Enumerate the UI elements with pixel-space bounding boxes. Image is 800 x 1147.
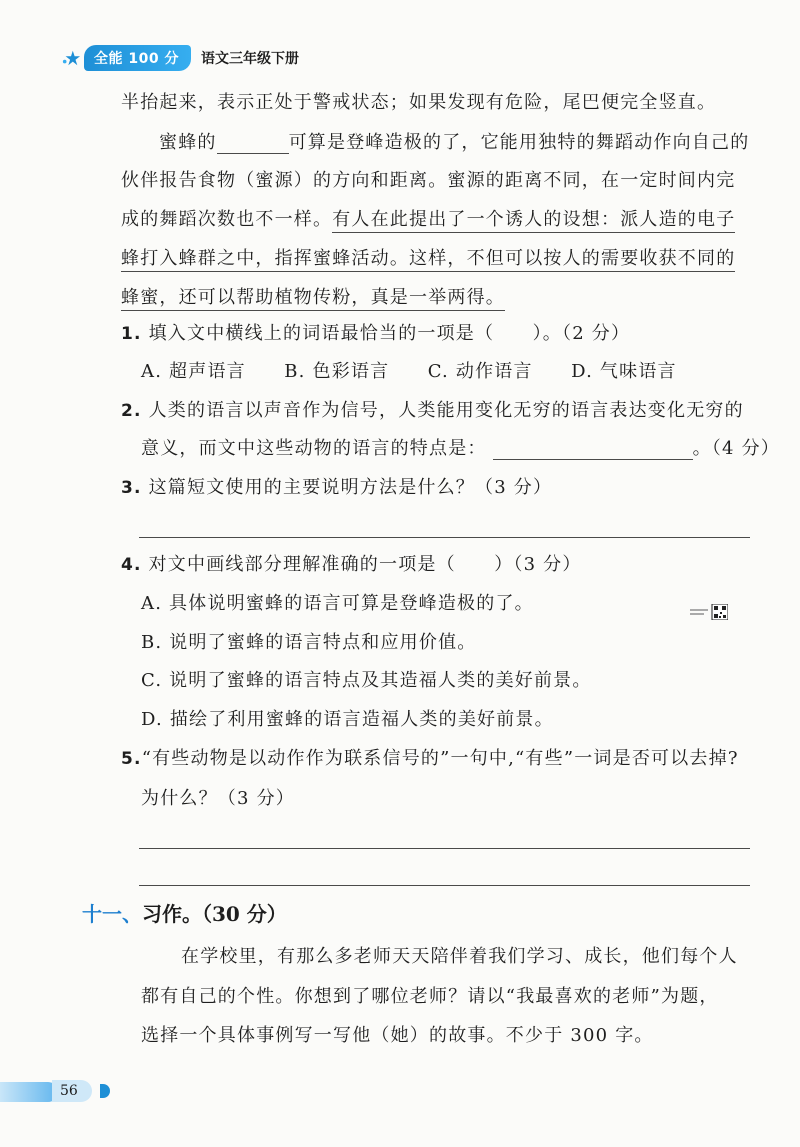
question-number: 3.	[121, 478, 142, 498]
footer-tab	[100, 1084, 110, 1098]
passage-line	[121, 205, 735, 231]
subject-title: 语文三年级下册	[200, 51, 299, 67]
question-1	[121, 319, 630, 345]
question-5-line2: 为什么？（3 分）	[141, 788, 295, 809]
option-c[interactable]: C. 说明了蜜蜂的语言特点及其造福人类的美好前景。	[141, 670, 592, 691]
underlined-text: 。这样，不但可以按人的需要收获不同的	[390, 248, 736, 272]
fill-blank[interactable]	[217, 132, 289, 154]
question-text: 填入文中横线上的词语最恰当的一项是（ ）。（2 分）	[148, 323, 631, 344]
section-score: （30 分）	[202, 902, 287, 926]
header	[62, 46, 299, 70]
question-number: 5.	[121, 749, 142, 769]
answer-line[interactable]	[139, 537, 750, 538]
passage-text: 蜜蜂的	[159, 132, 217, 153]
underlined-text: 蜂打入蜂群之中，指挥蜜蜂活动	[121, 248, 390, 272]
essay-line: 在学校里，有那么多老师天天陪伴着我们学习、成长，他们每个人	[181, 946, 738, 967]
question-3	[121, 473, 552, 499]
section-title	[82, 898, 287, 927]
section-name: 习作。	[142, 902, 202, 926]
question-text: 对文中画线部分理解准确的一项是（ ）（3 分）	[148, 554, 582, 575]
question-text: 。（4 分）	[692, 438, 780, 459]
question-number: 4.	[121, 555, 142, 575]
passage-line	[159, 128, 749, 154]
passage-line	[121, 244, 735, 270]
passage-line	[121, 283, 505, 309]
book-badge: 全能 100 分	[84, 45, 191, 71]
option-d[interactable]: D. 描绘了利用蜜蜂的语言造福人类的美好前景。	[141, 709, 554, 730]
question-5	[121, 744, 739, 770]
question-number: 1.	[121, 324, 142, 344]
footer	[0, 1080, 110, 1102]
question-text: “有些动物是以动作作为联系信号的”一句中,“有些”一词是否可以去掉?	[141, 748, 739, 769]
passage-text: 可算是登峰造极的了，它能用独特的舞蹈动作向自己的	[288, 132, 750, 153]
passage-line: 半抬起来，表示正处于警戒状态；如果发现有危险，尾巴便完全竖直。	[121, 92, 717, 113]
option-b[interactable]: B. 说明了蜜蜂的语言特点和应用价值。	[141, 632, 477, 653]
footer-bar	[0, 1082, 58, 1102]
qr-code-icon	[690, 604, 728, 620]
question-2-line2	[141, 434, 780, 460]
option-a[interactable]: A. 具体说明蜜蜂的语言可算是登峰造极的了。	[141, 593, 534, 614]
question-number: 2.	[121, 401, 142, 421]
section-number: 十一、	[82, 902, 142, 926]
page-number: 56	[52, 1080, 92, 1102]
essay-line: 都有自己的个性。你想到了哪位老师？请以“我最喜欢的老师”为题，	[141, 986, 719, 1007]
question-1-options[interactable]: A. 超声语言 B. 色彩语言 C. 动作语言 D. 气味语言	[141, 361, 677, 382]
passage-line: 伙伴报告食物（蜜源）的方向和距离。蜜源的距离不同，在一定时间内完	[121, 170, 736, 191]
question-2	[121, 396, 744, 422]
star-icon	[62, 49, 80, 67]
answer-line[interactable]	[139, 885, 750, 886]
question-text: 人类的语言以声音作为信号，人类能用变化无穷的语言表达变化无穷的	[148, 400, 744, 421]
essay-line: 选择一个具体事例写一写他（她）的故事。不少于 300 字。	[141, 1025, 654, 1046]
underlined-text: 蜂蜜，还可以帮助植物传粉，真是一举两得。	[121, 287, 505, 311]
question-text: 这篇短文使用的主要说明方法是什么？（3 分）	[148, 477, 553, 498]
question-text: 意义，而文中这些动物的语言的特点是：	[141, 438, 487, 459]
fill-blank[interactable]	[493, 438, 693, 460]
question-4	[121, 550, 582, 576]
underlined-text: 有人在此提出了一个诱人的设想：派人造的电子	[332, 209, 735, 233]
passage-text: 成的舞蹈次数也不一样。	[121, 209, 333, 230]
answer-line[interactable]	[139, 848, 750, 849]
